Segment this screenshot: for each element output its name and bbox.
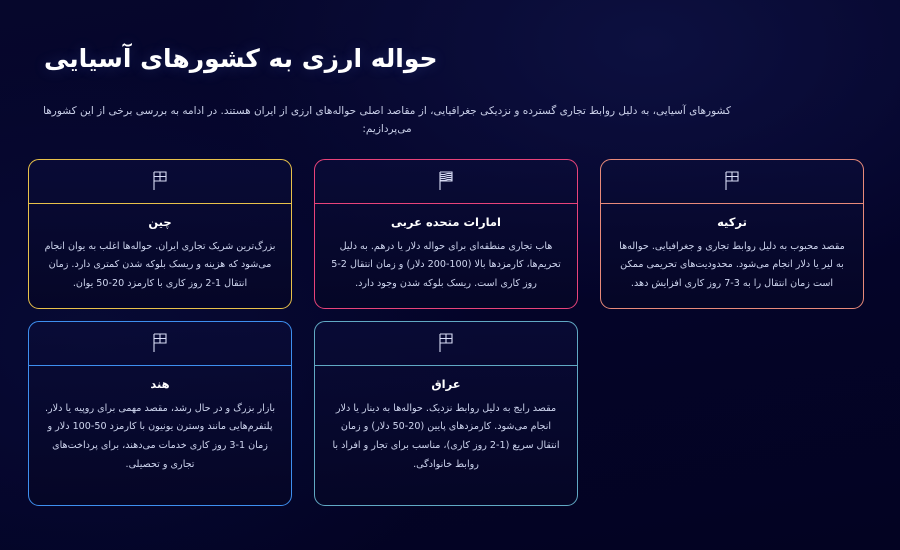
card-body xyxy=(29,366,291,505)
card-body xyxy=(315,366,577,505)
flag-icon xyxy=(433,330,459,356)
card-text: مقصد رایج به دلیل روابط نزدیک. حواله‌ها به دینار یا دلار انجام می‌شود. کارمزدهای پایین (20-50 دلار) و زمان انتقال سریع (1-2 روز کاری)، مناسب برای تجار و افراد با روابط خانوادگی. xyxy=(332,402,560,470)
flag-icon xyxy=(433,168,459,194)
flag-icon xyxy=(147,168,173,194)
card-body xyxy=(601,204,863,308)
page-header xyxy=(28,0,872,139)
card-title: هند xyxy=(150,376,170,391)
card-title: چین xyxy=(148,214,172,229)
card-text: بازار بزرگ و در حال رشد، مقصد مهمی برای روپیه یا دلار. پلتفرم‌هایی مانند وسترن یونیون با کارمزد 50-100 دلار و زمان 1-3 روز کاری خدمات می‌دهند، برای پرداخت‌های تجاری و تحصیلی. xyxy=(44,402,275,470)
country-card-china[interactable] xyxy=(28,159,292,309)
cards-row-two xyxy=(28,321,872,506)
country-card-india[interactable] xyxy=(28,321,292,506)
card-title: ترکیه xyxy=(717,214,747,229)
page-subtitle: کشورهای آسیایی، به دلیل روابط تجاری گسترده و نزدیکی جغرافیایی، از مقاصد اصلی حواله‌های ارزی از ایران هستند. در ادامه به بررسی برخی از این کشورها می‌پردازیم: xyxy=(43,104,731,136)
card-title: عراق xyxy=(431,376,461,391)
card-body xyxy=(29,204,291,308)
flag-icon xyxy=(147,330,173,356)
card-body xyxy=(315,204,577,308)
card-icon-area xyxy=(29,160,291,204)
card-icon-area xyxy=(601,160,863,204)
country-cards-grid xyxy=(28,159,872,506)
card-text: بزرگ‌ترین شریک تجاری ایران. حواله‌ها اغلب به یوان انجام می‌شود که هزینه و ریسک بلوکه شدن کمتری دارد. زمان انتقال 1-2 روز کاری با کارمزد 20-50 یوان. xyxy=(44,240,276,289)
country-card-turkey[interactable] xyxy=(600,159,864,309)
flag-icon xyxy=(719,168,745,194)
card-icon-area xyxy=(29,322,291,366)
cards-row-one xyxy=(28,159,872,309)
card-text: هاب تجاری منطقه‌ای برای حواله دلار یا درهم. به دلیل تحریم‌ها، کارمزدها بالا (100-200 دلار) و زمان انتقال 2-5 روز کاری است. ریسک بلوکه شدن وجود دارد. xyxy=(331,240,561,289)
card-icon-area xyxy=(315,160,577,204)
card-title: امارات متحده عربی xyxy=(390,214,501,229)
page-title: حواله ارزی به کشورهای آسیایی xyxy=(44,44,438,73)
card-icon-area xyxy=(315,322,577,366)
card-text: مقصد محبوب به دلیل روابط تجاری و جغرافیایی. حواله‌ها به لیر یا دلار انجام می‌شود. محدودیت‌های تحریمی ممکن است زمان انتقال را به 3-7 روز کاری افزایش دهد. xyxy=(619,240,845,289)
country-card-iraq[interactable] xyxy=(314,321,578,506)
country-card-uae[interactable] xyxy=(314,159,578,309)
